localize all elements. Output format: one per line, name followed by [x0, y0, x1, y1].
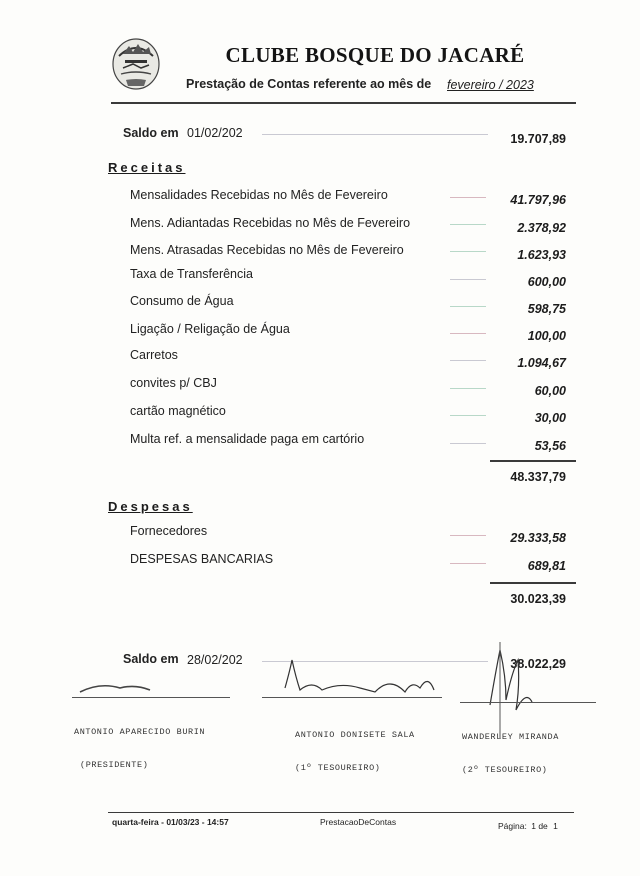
opening-label: Saldo em	[123, 126, 179, 140]
signatory-name: ANTONIO APARECIDO BURIN	[74, 727, 206, 737]
signature-line	[72, 697, 230, 698]
page-of: de	[538, 821, 548, 831]
footer-page	[498, 821, 558, 831]
club-name: CLUBE BOSQUE DO JACARÉ	[225, 43, 525, 67]
report-period: fevereiro / 2023	[447, 78, 534, 92]
receita-value: 60,00	[534, 384, 566, 398]
receita-value: 53,56	[534, 439, 566, 453]
receita-value: 30,00	[534, 411, 566, 425]
receita-label: Carretos	[130, 348, 178, 362]
closing-label: Saldo em	[123, 652, 179, 666]
report-subtitle: Prestação de Contas referente ao mês de	[186, 77, 432, 91]
header-rule	[111, 102, 576, 104]
receita-value: 598,75	[527, 302, 566, 316]
opening-date: 01/02/202	[187, 126, 243, 140]
receitas-heading: Receitas	[108, 160, 186, 175]
receita-value: 1.623,93	[517, 248, 566, 262]
receita-value: 1.094,67	[517, 356, 566, 370]
signatory-role: (PRESIDENTE)	[80, 760, 149, 770]
signature-line	[262, 697, 442, 698]
receita-label: Mens. Atrasadas Recebidas no Mês de Fevereiro	[130, 243, 404, 257]
despesas-total: 30.023,39	[510, 592, 566, 606]
page-number: 1	[531, 821, 536, 831]
footer-datetime: quarta-feira - 01/03/23 - 14:57	[112, 817, 229, 827]
despesa-label: Fornecedores	[130, 524, 208, 538]
club-logo	[111, 34, 161, 92]
receita-label: Ligação / Religação de Água	[130, 322, 290, 336]
despesa-value: 29.333,58	[510, 531, 566, 545]
receitas-total-rule	[490, 460, 576, 462]
receita-label: Mensalidades Recebidas no Mês de Fevereiro	[130, 188, 388, 202]
receita-value: 41.797,96	[510, 193, 566, 207]
signature-line	[460, 702, 596, 703]
signatory-name: ANTONIO DONISETE SALA	[295, 730, 415, 740]
closing-value: 38.022,29	[510, 657, 566, 671]
closing-date: 28/02/202	[187, 653, 243, 667]
page-label: Página:	[498, 821, 527, 831]
page-total: 1	[553, 821, 558, 831]
opening-leader	[262, 134, 488, 135]
signature-treasurer-1	[295, 708, 415, 785]
receita-value: 600,00	[527, 275, 566, 289]
receita-label: Multa ref. a mensalidade paga em cartório	[130, 432, 365, 446]
receita-label: convites p/ CBJ	[130, 376, 217, 390]
signatory-name: WANDERLEY MIRANDA	[462, 732, 559, 742]
despesas-heading: Despesas	[108, 499, 193, 514]
signature-president	[74, 705, 205, 782]
signatory-role: (1º TESOUREIRO)	[295, 763, 381, 773]
footer-rule	[108, 812, 574, 813]
receitas-total: 48.337,79	[510, 470, 566, 484]
footer-report-name: PrestacaoDeContas	[320, 817, 397, 827]
receita-label: cartão magnético	[130, 404, 226, 418]
despesa-label: DESPESAS BANCARIAS	[130, 552, 274, 566]
receita-value: 2.378,92	[517, 221, 566, 235]
receita-label: Mens. Adiantadas Recebidas no Mês de Fevereiro	[130, 216, 411, 230]
opening-value: 19.707,89	[510, 132, 566, 146]
receita-label: Taxa de Transferência	[130, 267, 253, 281]
signatory-role: (2º TESOUREIRO)	[462, 765, 548, 775]
receita-value: 100,00	[527, 329, 566, 343]
receita-label: Consumo de Água	[130, 294, 234, 308]
despesa-value: 689,81	[527, 559, 566, 573]
signature-treasurer-2	[462, 710, 559, 787]
despesas-total-rule	[490, 582, 576, 584]
